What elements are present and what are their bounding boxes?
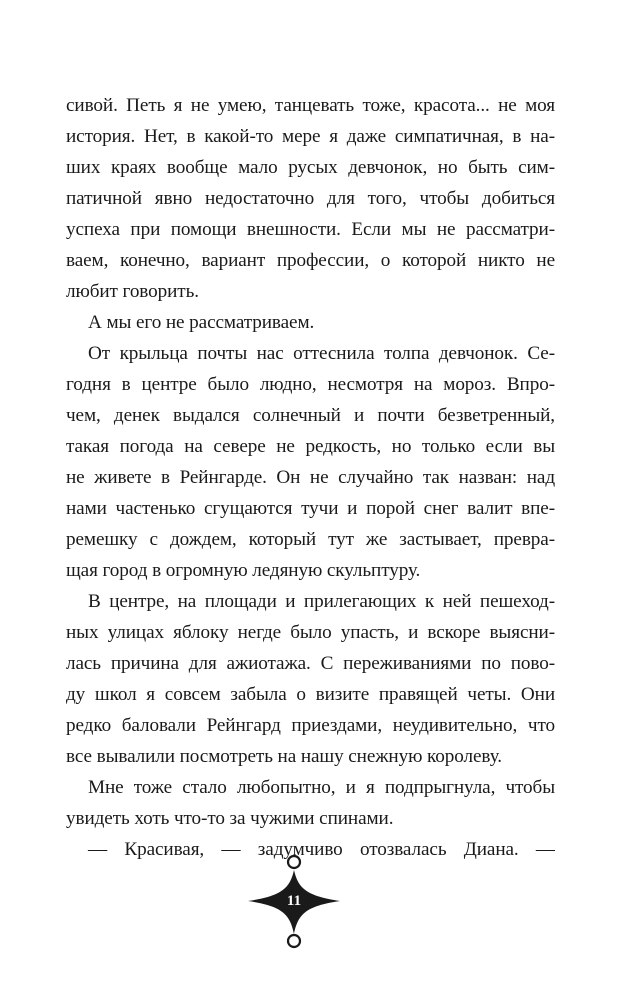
- text-line: В центре, на площади и прилегающих к ней пешеход-: [88, 591, 555, 612]
- text-line: лась причина для ажиотажа. С переживаниями по пово-: [66, 653, 555, 674]
- text-line: увидеть хоть что-то за чужими спинами.: [66, 808, 394, 829]
- page-number-ornament: [246, 852, 342, 952]
- text-line: любит говорить.: [66, 281, 199, 302]
- text-line: редко баловали Рейнгард приездами, неудивительно, что: [66, 715, 555, 736]
- text-line: щая город в огромную ледяную скульптуру.: [66, 560, 421, 581]
- text-line: такая погода на севере не редкость, но только если вы: [66, 436, 555, 457]
- text-line: не живете в Рейнгарде. Он не случайно так назван: над: [66, 467, 555, 488]
- text-line: нами частенько сгущаются тучи и порой снег валит впе-: [66, 498, 555, 519]
- page-number: 11: [286, 893, 302, 909]
- page-body: [66, 90, 555, 870]
- text-line: А мы его не рассматриваем.: [88, 312, 315, 333]
- text-line: От крыльца почты нас оттеснила толпа девчонок. Се-: [88, 343, 555, 364]
- text-line: ваем, конечно, вариант профессии, о которой никто не: [66, 250, 555, 271]
- text-line: патичной явно недостаточно для того, чтобы добиться: [66, 188, 555, 209]
- text-line: чем, денек выдался солнечный и почти безветренный,: [66, 405, 555, 426]
- text-line: ду школ я совсем забыла о визите правящей четы. Они: [66, 684, 555, 705]
- text-line: годня в центре было людно, несмотря на мороз. Впро-: [66, 374, 555, 395]
- text-line: все вывалили посмотреть на нашу снежную королеву.: [66, 746, 502, 767]
- text-line: — Красивая, — задумчиво отозвалась Диана. —: [88, 839, 555, 860]
- text-line: история. Нет, в какой-то мере я даже симпатичная, в на-: [66, 126, 555, 147]
- text-line: Мне тоже стало любопытно, и я подпрыгнула, чтобы: [88, 777, 555, 798]
- text-line: ных улицах яблоку негде было упасть, и вскоре выясни-: [66, 622, 555, 643]
- text-line: сивой. Петь я не умею, танцевать тоже, красота... не моя: [66, 95, 555, 116]
- text-line: успеха при помощи внешности. Если мы не рассматри-: [66, 219, 555, 240]
- text-line: ремешку с дождем, который тут же застывает, превра-: [66, 529, 555, 550]
- text-line: ших краях вообще мало русых девчонок, но быть сим-: [66, 157, 555, 178]
